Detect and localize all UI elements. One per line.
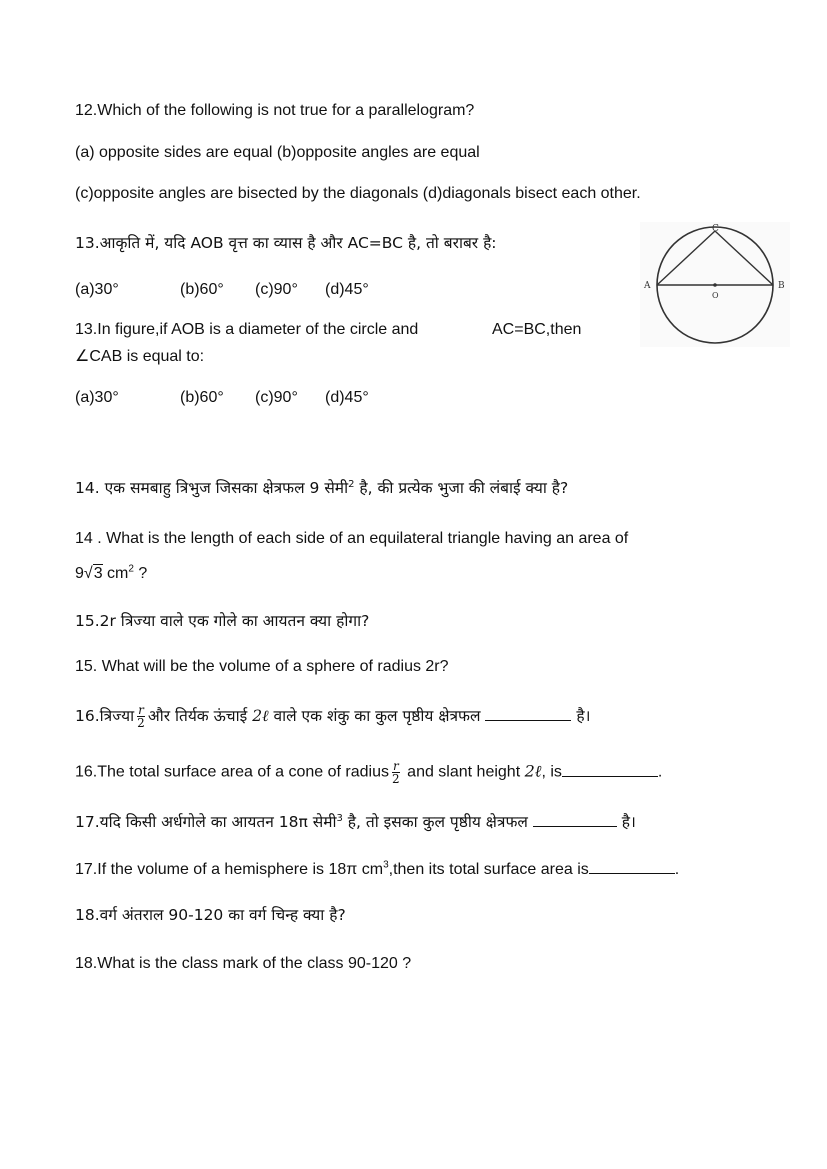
q14-hindi-question bbox=[75, 478, 568, 498]
q16-english-pre: 16.The total surface area of a cone of radius bbox=[75, 763, 389, 781]
q18-hindi-question: 18.वर्ग अंतराल 90-120 का वर्ग चिन्ह क्या है? bbox=[75, 906, 346, 924]
q13-hindi-option-c: (c)90° bbox=[255, 281, 298, 298]
circle-diagram bbox=[640, 222, 790, 347]
q12-options-line2: (c)opposite angles are bisected by the diagonals (d)diagonals bisect each other. bbox=[75, 185, 641, 202]
q13-hindi-option-a: (a)30° bbox=[75, 281, 119, 298]
q12-question: 12.Which of the following is not true for a parallelogram? bbox=[75, 102, 475, 119]
q18-english-question: 18.What is the class mark of the class 90-120 ? bbox=[75, 955, 412, 972]
q16-hindi-frac-den: 2 bbox=[137, 716, 145, 730]
q14-area-unit: cm bbox=[102, 565, 129, 582]
q13-english-question-part1: 13.In figure,if AOB is a diameter of the circle and bbox=[75, 321, 419, 338]
q17-hindi-blank bbox=[533, 812, 617, 827]
q16-english-fraction bbox=[392, 760, 400, 785]
q17-hindi-pre: 17.यदि किसी अर्धगोले का आयतन 18π सेमी bbox=[75, 813, 337, 831]
q16-english-mid: and slant height bbox=[402, 763, 525, 781]
q16-hindi-frac-num: r bbox=[138, 703, 144, 717]
q16-hindi-question bbox=[75, 704, 590, 729]
q14-area-root: 3 bbox=[93, 565, 103, 582]
q14-area-coef: 9 bbox=[75, 565, 84, 582]
q12-options-line1: (a) opposite sides are equal (b)opposite angles are equal bbox=[75, 144, 480, 161]
sqrt-icon: √ bbox=[83, 565, 93, 582]
q16-hindi-pre: 16.त्रिज्या bbox=[75, 707, 135, 725]
q13-english-option-b: (b)60° bbox=[180, 389, 224, 406]
q13-english-option-a: (a)30° bbox=[75, 389, 119, 406]
q13-english-question-line2: ∠CAB is equal to: bbox=[75, 348, 205, 365]
q16-english-height: 2ℓ bbox=[524, 761, 542, 781]
q15-english-question: 15. What will be the volume of a sphere of radius 2r? bbox=[75, 658, 449, 675]
label-o: O bbox=[712, 291, 719, 300]
q14-area-sup: 2 bbox=[128, 563, 134, 575]
q17-english-post: ,then its total surface area is bbox=[388, 861, 589, 878]
q13-hindi-option-d: (d)45° bbox=[325, 281, 369, 298]
q15-hindi-question: 15.2r त्रिज्या वाले एक गोले का आयतन क्या होगा? bbox=[75, 612, 370, 630]
q16-hindi-fraction bbox=[137, 704, 145, 729]
q17-english-sup: 3 bbox=[383, 859, 389, 871]
q14-hindi-text-post: है, की प्रत्येक भुजा की लंबाई क्या है? bbox=[354, 479, 569, 497]
q14-english-area bbox=[75, 564, 147, 584]
q17-hindi-question bbox=[75, 812, 636, 832]
label-b: B bbox=[778, 281, 785, 291]
q16-english-frac-den: 2 bbox=[392, 772, 400, 786]
q16-english-end: . bbox=[657, 763, 663, 781]
q17-hindi-end: है। bbox=[616, 813, 636, 831]
label-c: C bbox=[712, 224, 719, 234]
q16-hindi-height: 2ℓ bbox=[252, 707, 269, 725]
q13-english-question-part2: AC=BC,then bbox=[492, 321, 582, 338]
q16-english-blank bbox=[562, 762, 658, 777]
q13-hindi-option-b: (b)60° bbox=[180, 281, 224, 298]
q13-hindi-question: 13.आकृति में, यदि AOB वृत्त का व्यास है और AC=BC है, तो बराबर है: bbox=[75, 234, 497, 252]
label-a: A bbox=[644, 281, 651, 291]
q17-english-blank bbox=[589, 859, 675, 874]
q17-english-end: . bbox=[674, 861, 680, 878]
q14-english-question: 14 . What is the length of each side of an equilateral triangle having an area of bbox=[75, 530, 629, 547]
q17-hindi-sup: 3 bbox=[336, 812, 343, 824]
q16-hindi-post: वाले एक शंकु का कुल पृष्ठीय क्षेत्रफल bbox=[268, 707, 486, 725]
q17-hindi-post: है, तो इसका कुल पृष्ठीय क्षेत्रफल bbox=[342, 813, 533, 831]
q16-hindi-blank bbox=[485, 706, 571, 721]
q16-english-frac-num: r bbox=[392, 759, 399, 773]
q13-english-option-d: (d)45° bbox=[325, 389, 369, 406]
q16-hindi-end: है। bbox=[571, 707, 591, 725]
q13-english-option-c: (c)90° bbox=[255, 389, 298, 406]
q14-hindi-sup: 2 bbox=[348, 478, 355, 490]
q14-area-end: ? bbox=[133, 565, 148, 582]
center-point bbox=[713, 283, 717, 287]
q14-hindi-text-pre: 14. एक समबाहु त्रिभुज जिसका क्षेत्रफल 9 सेमी bbox=[75, 479, 349, 497]
q16-english-post: , is bbox=[541, 763, 562, 781]
q16-english-question bbox=[75, 760, 662, 785]
q17-english-question bbox=[75, 859, 679, 880]
q16-hindi-mid: और तिर्यक ऊंचाई bbox=[147, 707, 253, 725]
q17-english-pre: 17.If the volume of a hemisphere is 18π cm bbox=[75, 861, 384, 878]
